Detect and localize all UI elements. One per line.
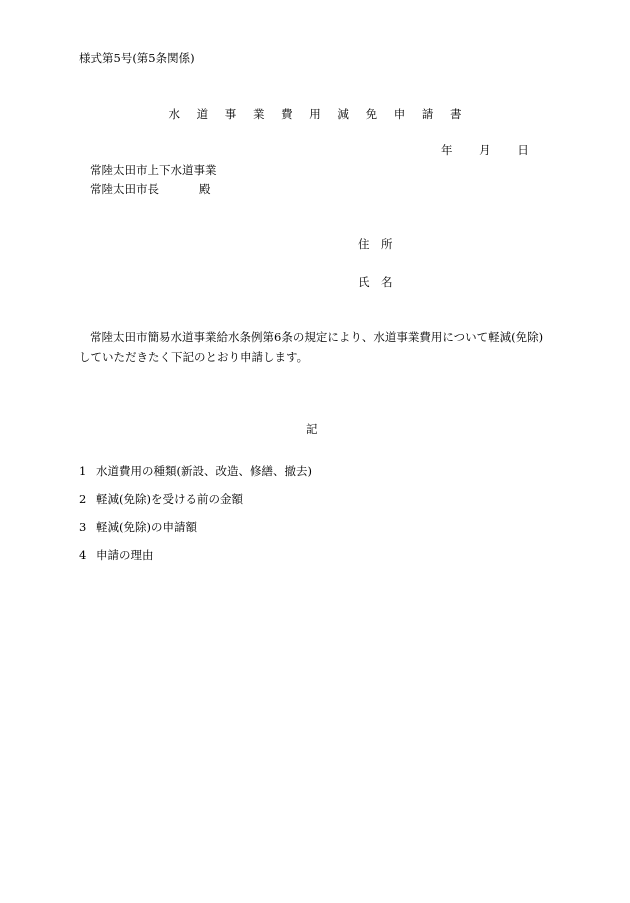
title-char: 書 — [450, 107, 462, 121]
applicant-name-label: 氏 名 — [358, 275, 393, 289]
list-item — [79, 463, 312, 479]
addressee-line1: 常陸太田市上下水道事業 — [90, 163, 217, 177]
date-line — [441, 142, 529, 158]
title-char: 業 — [252, 107, 265, 121]
date-month: 月 — [479, 143, 491, 157]
applicant-address-label: 住 所 — [358, 237, 393, 251]
title-char: 申 — [393, 107, 406, 121]
addressee-line2 — [90, 181, 211, 197]
item-text: 軽減(免除)の申請額 — [96, 520, 197, 534]
item-number: 4 — [79, 548, 87, 562]
item-text: 水道費用の種類(新設、改造、修繕、撤去) — [96, 464, 312, 478]
list-item — [79, 547, 154, 563]
document-title — [0, 106, 630, 122]
addressee-honorific: 殿 — [199, 182, 211, 196]
title-char: 費 — [281, 107, 293, 121]
body-paragraph: 常陸太田市簡易水道事業給水条例第6条の規定により、水道事業費用について軽減(免除)していただきたく下記のとおり申請します。 — [79, 330, 544, 364]
item-number: 3 — [79, 520, 87, 534]
title-char: 用 — [309, 107, 321, 121]
date-day: 日 — [517, 143, 529, 157]
date-year: 年 — [441, 143, 453, 157]
ki-heading: 記 — [306, 422, 318, 436]
title-char: 請 — [421, 107, 434, 121]
item-number: 2 — [79, 492, 87, 506]
list-item — [79, 519, 197, 535]
item-number: 1 — [79, 464, 87, 478]
item-text: 軽減(免除)を受ける前の金額 — [96, 492, 243, 506]
title-char: 水 — [168, 107, 180, 121]
title-char: 減 — [337, 107, 349, 121]
form-number: 様式第5号(第5条関係) — [79, 51, 195, 65]
title-char: 免 — [365, 107, 378, 121]
list-item — [79, 491, 243, 507]
title-char: 事 — [224, 107, 237, 121]
title-char: 道 — [196, 107, 209, 121]
item-text: 申請の理由 — [96, 548, 154, 562]
addressee-title: 常陸太田市長 — [90, 182, 159, 196]
